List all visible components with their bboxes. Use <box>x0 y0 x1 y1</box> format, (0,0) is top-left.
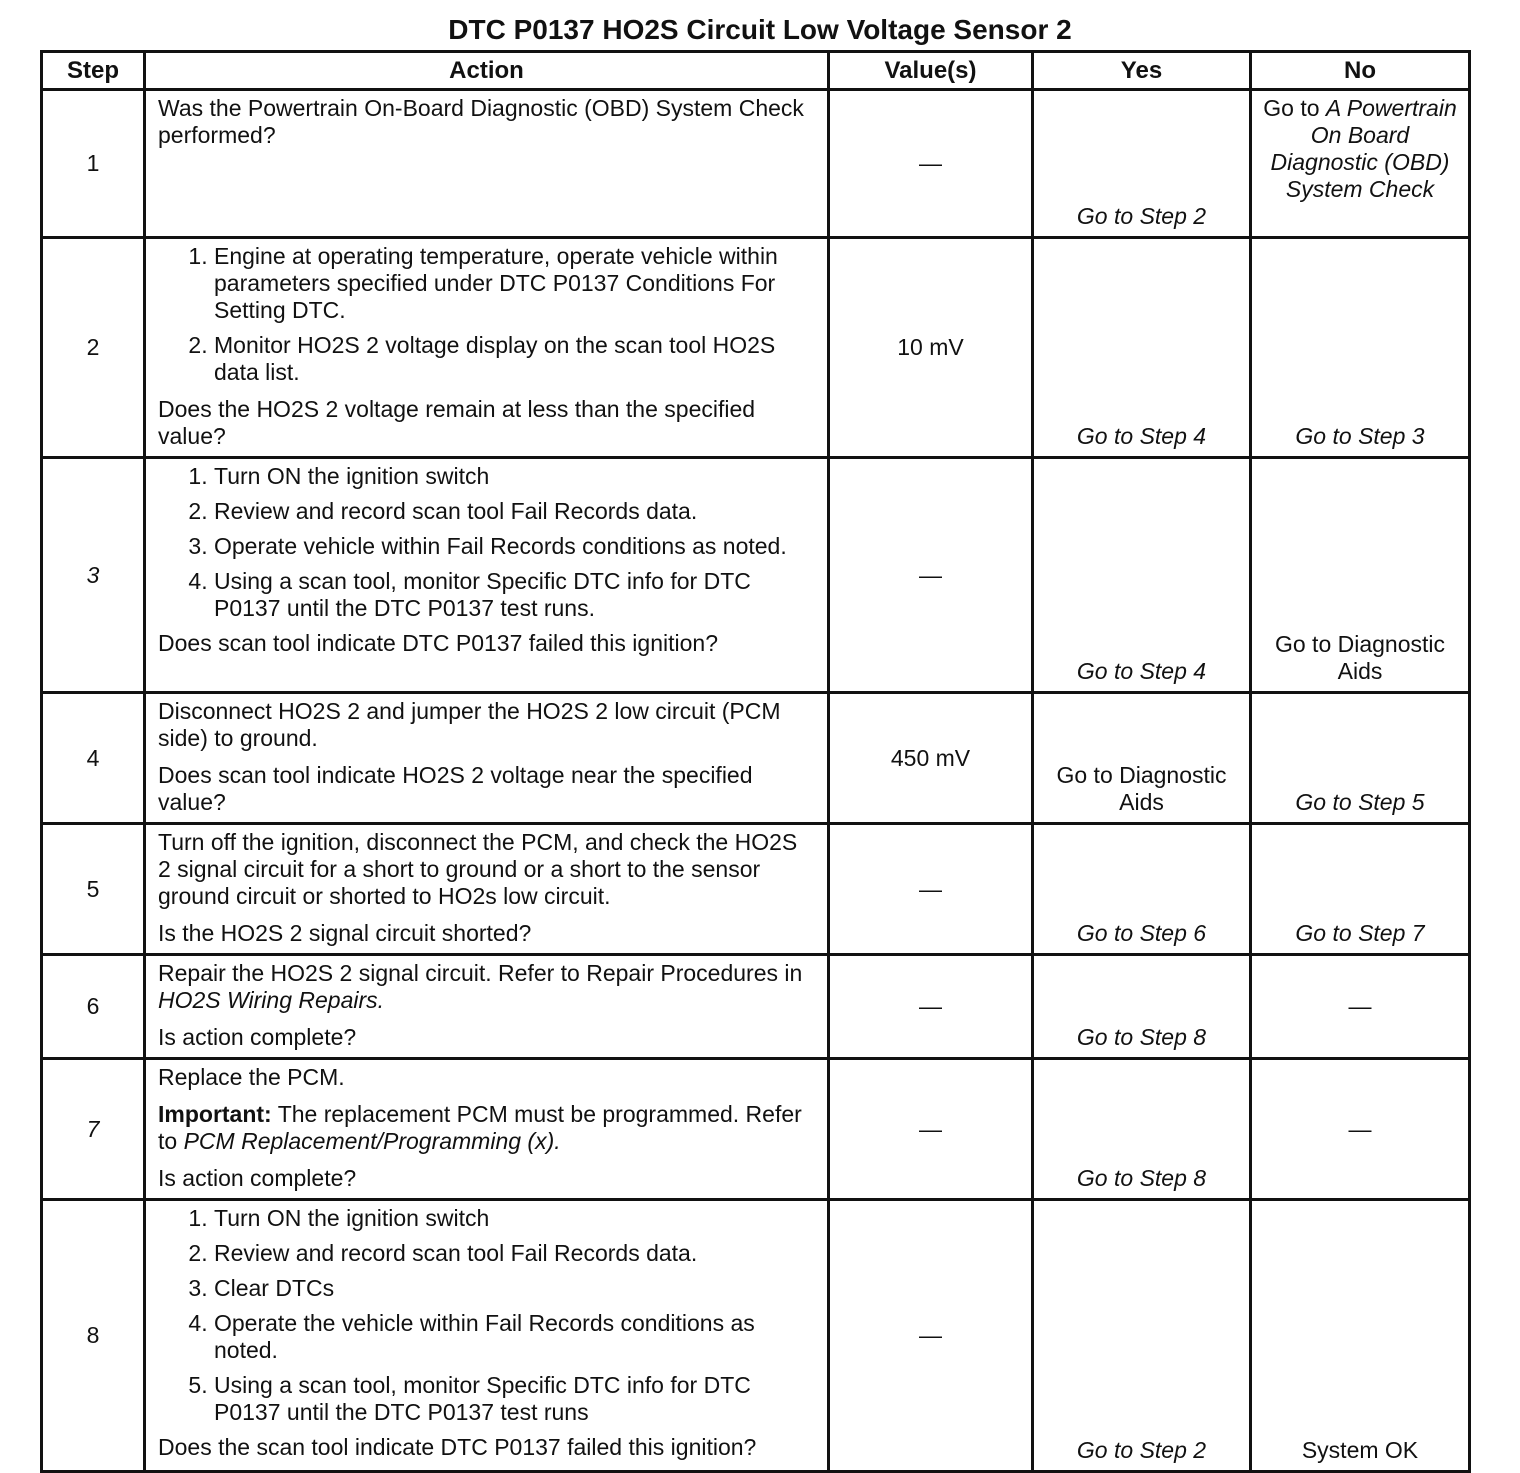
yes-cell: Go to Step 8 <box>1033 1059 1251 1200</box>
table-row-step-6 <box>42 955 1470 1059</box>
action-cell <box>145 90 829 238</box>
list-item: 3. Clear DTCs <box>214 1275 815 1302</box>
action-list <box>158 1205 815 1426</box>
yes-cell: Go to Step 4 <box>1033 458 1251 693</box>
action-text: Was the Powertrain On-Board Diagnostic (OBD) System Check performed? <box>158 95 804 148</box>
action-cell <box>145 824 829 955</box>
step-number: 5 <box>42 824 145 955</box>
no-cell <box>1251 90 1470 238</box>
action-cell <box>145 693 829 824</box>
table-row-step-7 <box>42 1059 1470 1200</box>
yes-cell: Go to Step 8 <box>1033 955 1251 1059</box>
no-cell: — <box>1251 955 1470 1059</box>
table-row-step-3 <box>42 458 1470 693</box>
step-number: 7 <box>42 1059 145 1200</box>
step-number: 1 <box>42 90 145 238</box>
list-item: 5. Using a scan tool, monitor Specific DTC info for DTC P0137 until the DTC P0137 test runs <box>214 1372 815 1426</box>
no-cell: Go to Step 7 <box>1251 824 1470 955</box>
step-number: 6 <box>42 955 145 1059</box>
action-list <box>158 243 815 386</box>
table-row-step-1 <box>42 90 1470 238</box>
step-number: 2 <box>42 238 145 458</box>
list-item: 3. Operate vehicle within Fail Records conditions as noted. <box>214 533 815 560</box>
value-cell: — <box>829 1200 1033 1472</box>
action-question: Is action complete? <box>158 1024 357 1050</box>
header-action: Action <box>145 52 829 90</box>
page-title: DTC P0137 HO2S Circuit Low Voltage Sensor 2 <box>448 14 1072 45</box>
list-item: 4. Operate the vehicle within Fail Records conditions as noted. <box>214 1310 815 1364</box>
action-cell <box>145 1200 829 1472</box>
yes-cell: Go to Step 6 <box>1033 824 1251 955</box>
important-label: Important: <box>158 1101 272 1127</box>
action-list <box>158 463 815 622</box>
action-text: Replace the PCM. <box>158 1064 345 1090</box>
action-text-main: Repair the HO2S 2 signal circuit. Refer to Repair Procedures in <box>158 960 803 986</box>
action-cell <box>145 955 829 1059</box>
action-cell <box>145 458 829 693</box>
step-number: 8 <box>42 1200 145 1472</box>
yes-cell: Go to Step 4 <box>1033 238 1251 458</box>
value-cell: — <box>829 955 1033 1059</box>
action-text <box>158 960 815 1014</box>
value-cell: 450 mV <box>829 693 1033 824</box>
no-reference: A Powertrain On Board Diagnostic (OBD) System Check <box>1270 95 1457 202</box>
action-question: Does scan tool indicate DTC P0137 failed this ignition? <box>158 630 718 656</box>
value-cell: — <box>829 824 1033 955</box>
action-cell <box>145 1059 829 1200</box>
action-text: Disconnect HO2S 2 and jumper the HO2S 2 low circuit (PCM side) to ground. <box>158 698 781 751</box>
action-question: Does the scan tool indicate DTC P0137 failed this ignition? <box>158 1434 757 1460</box>
action-question: Does scan tool indicate HO2S 2 voltage near the specified value? <box>158 762 753 815</box>
no-cell: Go to Step 3 <box>1251 238 1470 458</box>
list-item: 2. Review and record scan tool Fail Records data. <box>214 498 815 525</box>
header-yes: Yes <box>1033 52 1251 90</box>
important-note <box>158 1101 815 1155</box>
no-cell: System OK <box>1251 1200 1470 1472</box>
list-item: 4. Using a scan tool, monitor Specific DTC info for DTC P0137 until the DTC P0137 test runs. <box>214 568 815 622</box>
value-cell: — <box>829 90 1033 238</box>
list-item: 2. Monitor HO2S 2 voltage display on the scan tool HO2S data list. <box>214 332 815 386</box>
no-prefix: Go to <box>1263 95 1320 121</box>
list-item: 1. Engine at operating temperature, operate vehicle within parameters specified under DTC P0137 Conditions For Setting DTC. <box>214 243 815 324</box>
action-cell <box>145 238 829 458</box>
action-question: Is the HO2S 2 signal circuit shorted? <box>158 920 532 946</box>
value-cell: 10 mV <box>829 238 1033 458</box>
action-question: Is action complete? <box>158 1165 357 1191</box>
table-row-step-4 <box>42 693 1470 824</box>
no-cell: Go to Step 5 <box>1251 693 1470 824</box>
header-values: Value(s) <box>829 52 1033 90</box>
value-cell: — <box>829 458 1033 693</box>
step-number: 3 <box>42 458 145 693</box>
important-reference: PCM Replacement/Programming (x). <box>183 1128 561 1154</box>
table-row-step-2 <box>42 238 1470 458</box>
list-item: 2. Review and record scan tool Fail Records data. <box>214 1240 815 1267</box>
no-cell: Go to Diagnostic Aids <box>1251 458 1470 693</box>
table-row-step-8 <box>42 1200 1470 1472</box>
no-cell: — <box>1251 1059 1470 1200</box>
header-no: No <box>1251 52 1470 90</box>
list-item: 1. Turn ON the ignition switch <box>214 463 815 490</box>
diagnostic-table <box>40 50 1471 1473</box>
yes-cell: Go to Step 2 <box>1033 90 1251 238</box>
action-question: Does the HO2S 2 voltage remain at less than the specified value? <box>158 396 756 449</box>
step-number: 4 <box>42 693 145 824</box>
list-item: 1. Turn ON the ignition switch <box>214 1205 815 1232</box>
table-row-step-5 <box>42 824 1470 955</box>
header-step: Step <box>42 52 145 90</box>
yes-cell: Go to Step 2 <box>1033 1200 1251 1472</box>
action-text-reference: HO2S Wiring Repairs. <box>158 987 385 1013</box>
value-cell: — <box>829 1059 1033 1200</box>
table-header-row <box>42 52 1470 90</box>
yes-cell: Go to Diagnostic Aids <box>1033 693 1251 824</box>
action-text: Turn off the ignition, disconnect the PCM, and check the HO2S 2 signal circuit for a short to ground or a short to the sensor ground circuit or shorted to HO2s low circuit. <box>158 829 798 909</box>
important-text: The replacement PCM must be programmed. Refer to <box>158 1101 802 1154</box>
